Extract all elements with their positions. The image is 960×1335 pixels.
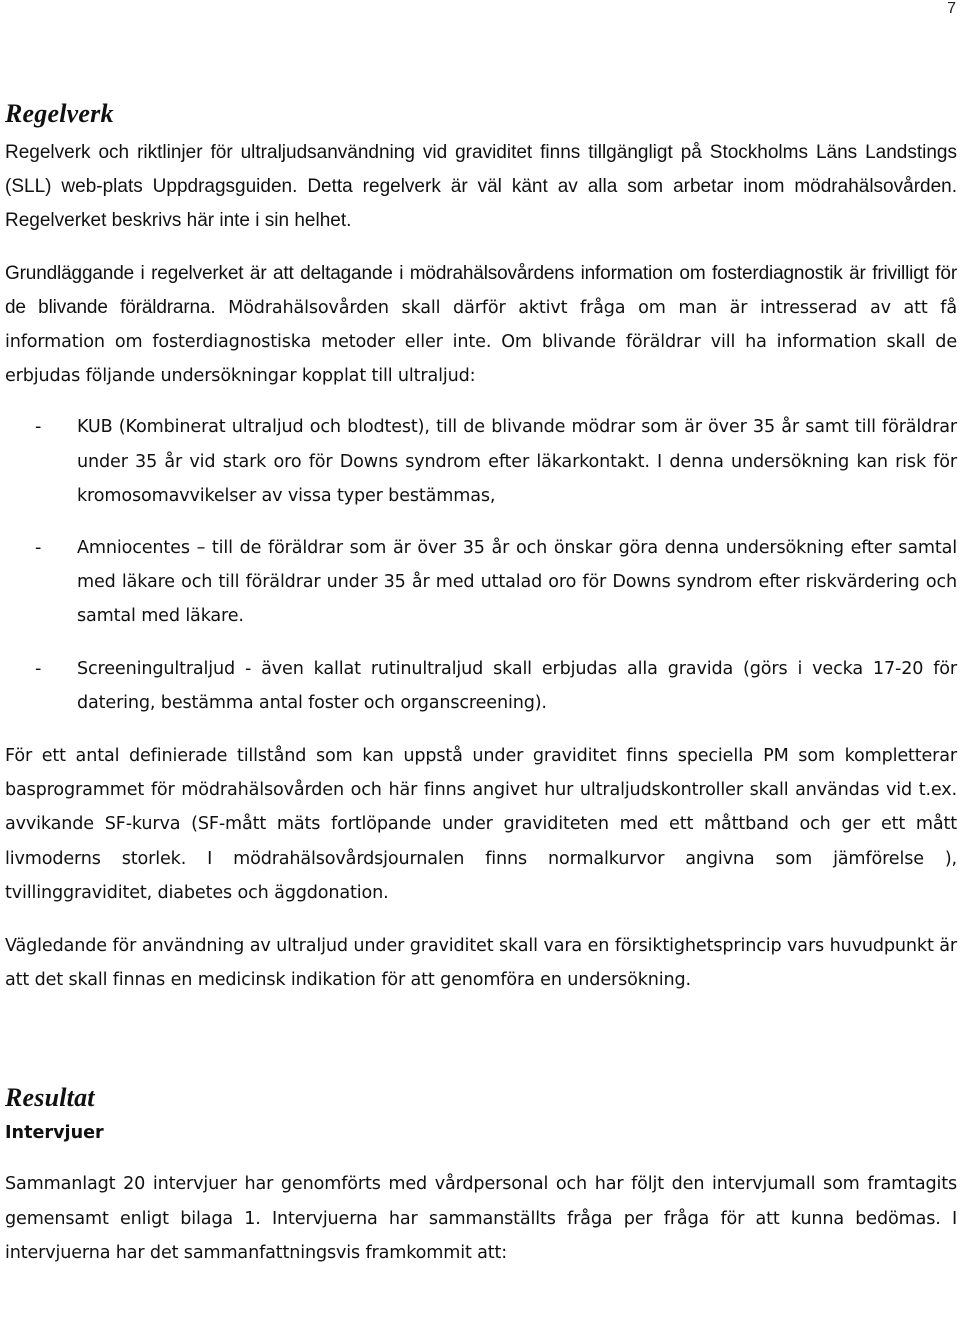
list-dash: -: [35, 417, 42, 438]
intervjuer-paragraph: Sammanlagt 20 intervjuer har genomförts med vårdpersonal och har följt den intervjumall som framtagits gemensamt enligt bilaga 1. Intervjuerna har sammanställts fråga per fråga för att kunna bedömas. I intervjuerna har det sammanfattningsvis framkommit att:: [5, 1174, 957, 1263]
section-title-regelverk: Regelverk: [5, 99, 114, 128]
list-dash: -: [35, 658, 42, 679]
list-item-screeningultraljud: [5, 652, 957, 720]
subheading-intervjuer: Intervjuer: [5, 1123, 104, 1144]
vagledande-paragraph: Vägledande för användning av ultraljud under graviditet skall vara en försiktighetsprincip vars huvudpunkt är att det skall finnas en medicinsk indikation för att genomföra en undersökning.: [5, 936, 957, 991]
list-item-text: KUB (Kombinerat ultraljud och blodtest), till de blivande mödrar som är över 35 år samt till föräldrar under 35 år vid stark oro för Downs syndrom efter läkarkontakt. I denna undersökning kan risk för kromosomavvikelser av vissa typer bestämmas,: [77, 417, 957, 506]
undersokningar-list: [5, 410, 957, 720]
document-body: [5, 94, 957, 1270]
grundlaggande-sentence: Grundläggande i regelverket är att deltagande i mödrahälsovårdens information om fosterdiagnostik är frivilligt för de blivande föräldrarna.: [5, 262, 957, 318]
regelverk-grundlaggande-paragraph: [5, 257, 957, 394]
section-title-resultat: Resultat: [5, 1083, 95, 1113]
list-dash: -: [35, 538, 42, 559]
list-item-kub: [5, 410, 957, 513]
modrahalsovarden-sentence: Mödrahälsovården skall därför aktivt fråga om man är intresserad av att få information om fosterdiagnostiska metoder eller inte. Om blivande föräldrar vill ha information skall de erbjudas följande undersökningar kopplat till ultraljud:: [5, 297, 957, 387]
pm-paragraph: För ett antal definierade tillstånd som kan uppstå under graviditet finns speciella PM som kompletterar basprogrammet för mödrahälsovården och här finns angivet hur ultraljudskontroller skall användas vid t.ex. avvikande SF-kurva (SF-mått mäts fortlöpande under graviditeten med ett måttband och ger ett mått livmoderns storlek. I mödrahälsovårdsjournalen finns normalkurvor angivna som jämförelse ), tvillinggraviditet, diabetes och äggdonation.: [5, 746, 957, 903]
list-item-text: Amniocentes – till de föräldrar som är över 35 år och önskar göra denna undersökning efter samtal med läkare och till föräldrar under 35 år med uttalad oro för Downs syndrom efter riskvärdering och samtal med läkare.: [77, 538, 957, 627]
page-number: 7: [947, 0, 956, 17]
list-item-text: Screeningultraljud - även kallat rutinultraljud skall erbjudas alla gravida (görs i vecka 17-20 för datering, bestämma antal foster och organscreening).: [77, 658, 957, 713]
list-item-amniocentes: [5, 531, 957, 634]
regelverk-intro-paragraph: Regelverk och riktlinjer för ultraljudsanvändning vid graviditet finns tillgängligt på Stockholms Läns Landstings (SLL) web-plats Uppdragsguiden. Detta regelverk är väl känt av alla som arbetar inom mödrahälsovården. Regelverket beskrivs här inte i sin helhet.: [5, 142, 957, 232]
